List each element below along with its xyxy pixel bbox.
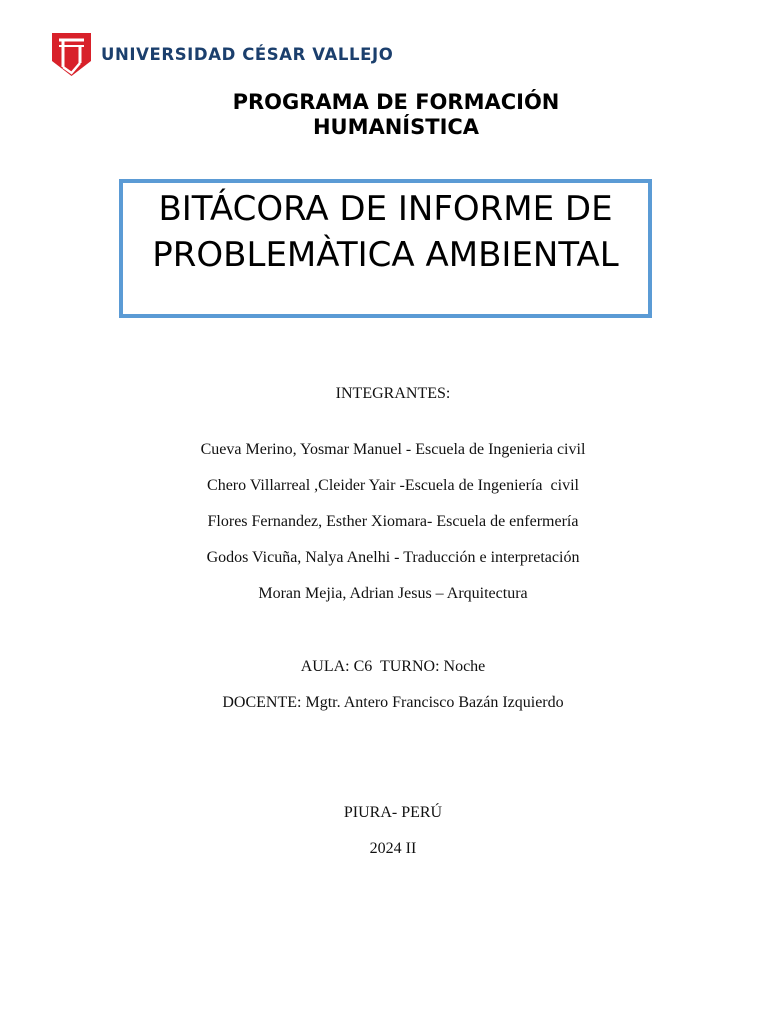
program-title-line-2: HUMANÍSTICA <box>312 115 480 139</box>
university-logo <box>50 30 393 78</box>
ucv-shield-icon <box>50 31 93 78</box>
aula-turno: AULA: C6 TURNO: Noche <box>300 658 486 675</box>
member-item-5: Moran Mejia, Adrian Jesus – Arquitectura <box>258 585 528 602</box>
report-title-box <box>119 179 652 318</box>
members-label: INTEGRANTES: <box>335 385 451 402</box>
report-title <box>123 183 648 278</box>
member-item-4: Godos Vicuña, Nalya Anelhi - Traducción e interpretación <box>206 549 580 566</box>
member-item-2: Chero Villarreal ,Cleider Yair -Escuela de Ingeniería civil <box>207 477 579 494</box>
member-item-1: Cueva Merino, Yosmar Manuel - Escuela de Ingenieria civil <box>200 441 586 458</box>
period: 2024 II <box>369 840 417 857</box>
docente: DOCENTE: Mgtr. Antero Francisco Bazán Izquierdo <box>222 694 564 711</box>
program-title-line-1: PROGRAMA DE FORMACIÓN <box>232 90 560 114</box>
report-title-line-1: BITÁCORA DE INFORME DE <box>158 189 613 229</box>
report-title-line-2: PROBLEMÀTICA AMBIENTAL <box>152 235 619 275</box>
program-title <box>0 90 768 140</box>
university-name: UNIVERSIDAD CÉSAR VALLEJO <box>101 44 394 64</box>
member-item-3: Flores Fernandez, Esther Xiomara- Escuela de enfermería <box>207 513 579 530</box>
place: PIURA- PERÚ <box>343 804 443 821</box>
